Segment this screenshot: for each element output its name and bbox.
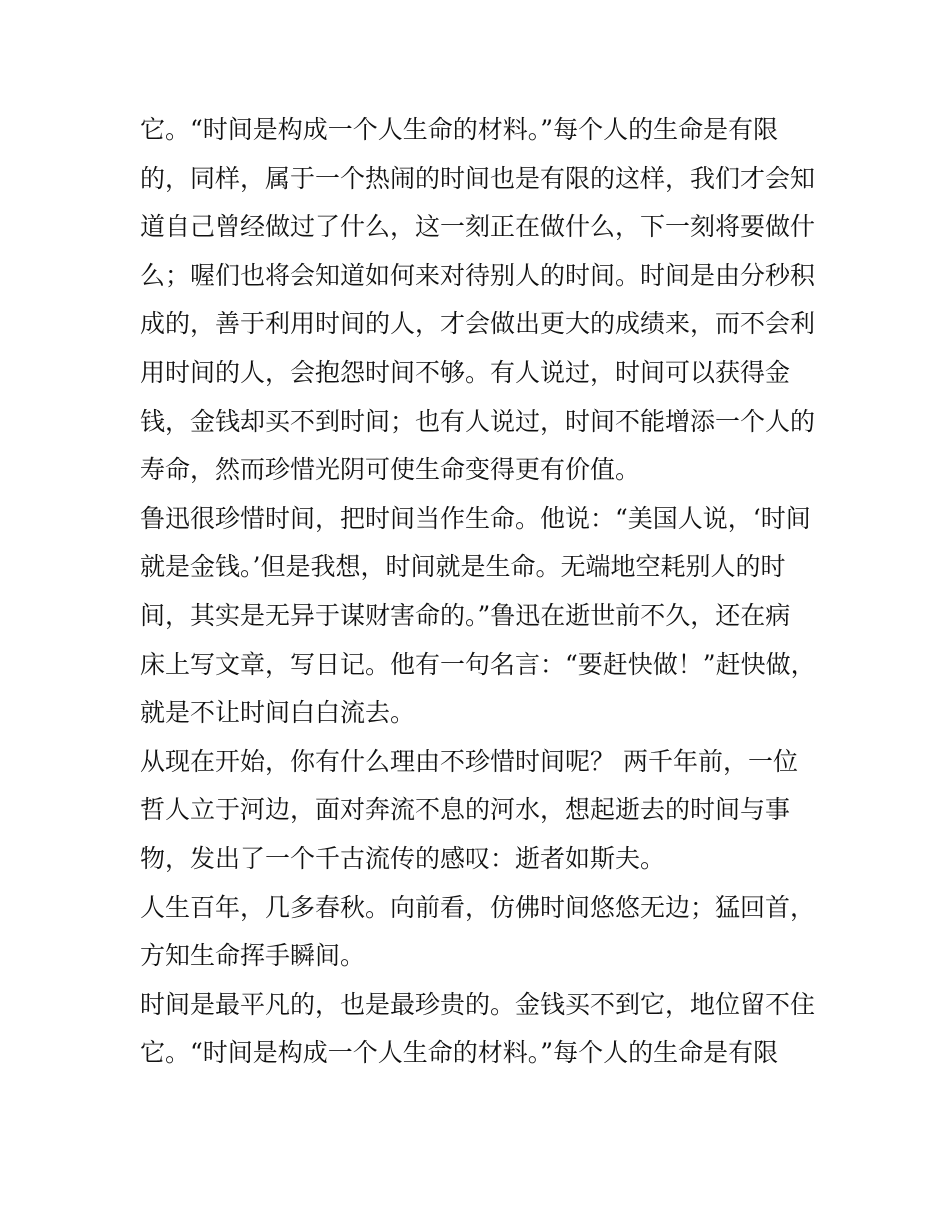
text-line: 物，发出了一个千古流传的感叹：逝者如斯夫。	[140, 843, 666, 873]
text-line: 它。“时间是构成一个人生命的材料。”每个人的生命是有限	[140, 115, 779, 144]
text-line: 钱，金钱却买不到时间；也有人说过，时间不能增添一个人的	[140, 406, 816, 436]
text-line: 成的，善于利用时间的人，才会做出更大的成绩来，而不会利	[140, 309, 816, 339]
document-text-body	[140, 106, 820, 1078]
text-line: 道自己曾经做过了什么，这一刻正在做什么，下一刻将要做什	[140, 212, 816, 242]
text-line: 从现在开始，你有什么理由不珍惜时间呢？ 两千年前，一位	[140, 746, 798, 776]
text-line: 床上写文章，写日记。他有一句名言：“要赶快做！”赶快做，	[140, 649, 816, 679]
text-line: 就是金钱。’但是我想，时间就是生命。无端地空耗别人的时	[140, 552, 786, 582]
text-line: 方知生命挥手瞬间。	[140, 941, 366, 971]
text-line: 的，同样，属于一个热闹的时间也是有限的这样，我们才会知	[140, 163, 816, 193]
text-line: 就是不让时间白白流去。	[140, 698, 416, 728]
text-line: 寿命，然而珍惜光阴可使生命变得更有价值。	[140, 455, 641, 485]
text-line: 间，其实是无异于谋财害命的。”鲁迅在逝世前不久，还在病	[140, 600, 791, 630]
text-line: 哲人立于河边，面对奔流不息的河水，想起逝去的时间与事	[140, 795, 791, 825]
text-line: 么；喔们也将会知道如何来对待别人的时间。时间是由分秒积	[140, 260, 816, 290]
text-line: 鲁迅很珍惜时间，把时间当作生命。他说：“美国人说，‘时间	[140, 503, 811, 533]
text-line: 时间是最平凡的，也是最珍贵的。金钱买不到它，地位留不住	[140, 989, 816, 1019]
text-line: 它。“时间是构成一个人生命的材料。”每个人的生命是有限	[140, 1038, 779, 1068]
text-line: 人生百年，几多春秋。向前看，仿佛时间悠悠无边；猛回首，	[140, 892, 816, 922]
text-line: 用时间的人，会抱怨时间不够。有人说过，时间可以获得金	[140, 357, 791, 387]
